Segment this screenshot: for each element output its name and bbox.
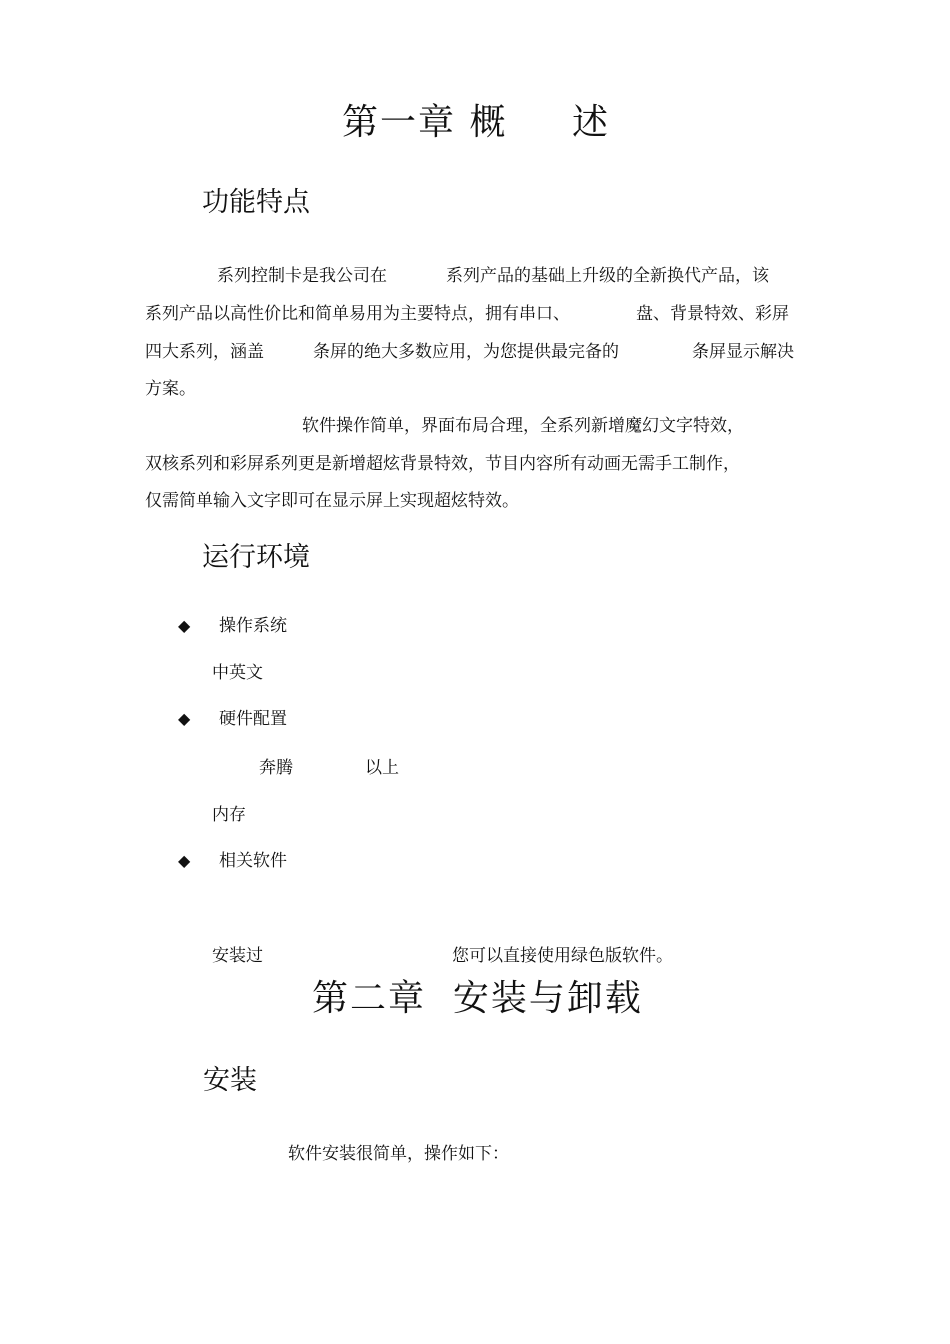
env-item-hardware-cpu-above: 以上 (365, 758, 399, 778)
features-para1-line1b: 系列产品的基础上升级的全新换代产品，该 (446, 266, 769, 286)
features-para2-line3: 仅需简单输入文字即可在显示屏上实现超炫特效。 (145, 491, 519, 511)
diamond-bullet-icon: ◆ (178, 616, 191, 635)
chapter-1-title-part-a: 第一章 概 (342, 102, 508, 143)
features-para1-line3a: 四大系列，涵盖 (145, 342, 264, 362)
env-item-os-label: 操作系统 (219, 616, 287, 636)
env-item-hardware-cpu: 奔腾 (259, 758, 293, 778)
env-item-os-detail: 中英文 (212, 663, 263, 683)
diamond-bullet-icon: ◆ (178, 851, 191, 870)
chapter-1-title (342, 101, 507, 145)
env-item-hardware-memory: 内存 (212, 805, 246, 825)
chapter-1-title-part-b: 述 (572, 102, 611, 143)
env-item-hardware-label: 硬件配置 (219, 709, 287, 729)
features-para1-line3b: 条屏的绝大多数应用，为您提供最完备的 (313, 342, 619, 362)
features-para2-line2: 双核系列和彩屏系列更是新增超炫背景特效，节目内容所有动画无需手工制作， (145, 454, 740, 474)
env-item-software-detail-a: 安装过 (212, 946, 263, 966)
features-para1-line4: 方案。 (145, 379, 196, 399)
features-para1-line3c: 条屏显示解决 (692, 342, 794, 362)
features-para2-line1: 软件操作简单，界面布局合理，全系列新增魔幻文字特效， (302, 416, 744, 436)
install-instructions: 软件安装很简单，操作如下： (288, 1144, 509, 1164)
section-title-features: 功能特点 (202, 187, 310, 218)
diamond-bullet-icon: ◆ (178, 709, 191, 728)
features-para1-line1a: 系列控制卡是我公司在 (217, 266, 387, 286)
chapter-2-title: 第二章 安装与卸载 (312, 978, 643, 1019)
env-item-software-detail-b: 您可以直接使用绿色版软件。 (452, 946, 673, 966)
section-title-environment: 运行环境 (202, 542, 310, 573)
env-item-software-label: 相关软件 (219, 851, 287, 871)
features-para1-line2a: 系列产品以高性价比和简单易用为主要特点，拥有串口、 (145, 304, 570, 324)
section-title-install: 安装 (203, 1065, 257, 1096)
features-para1-line2b: 盘、背景特效、彩屏 (636, 304, 789, 324)
